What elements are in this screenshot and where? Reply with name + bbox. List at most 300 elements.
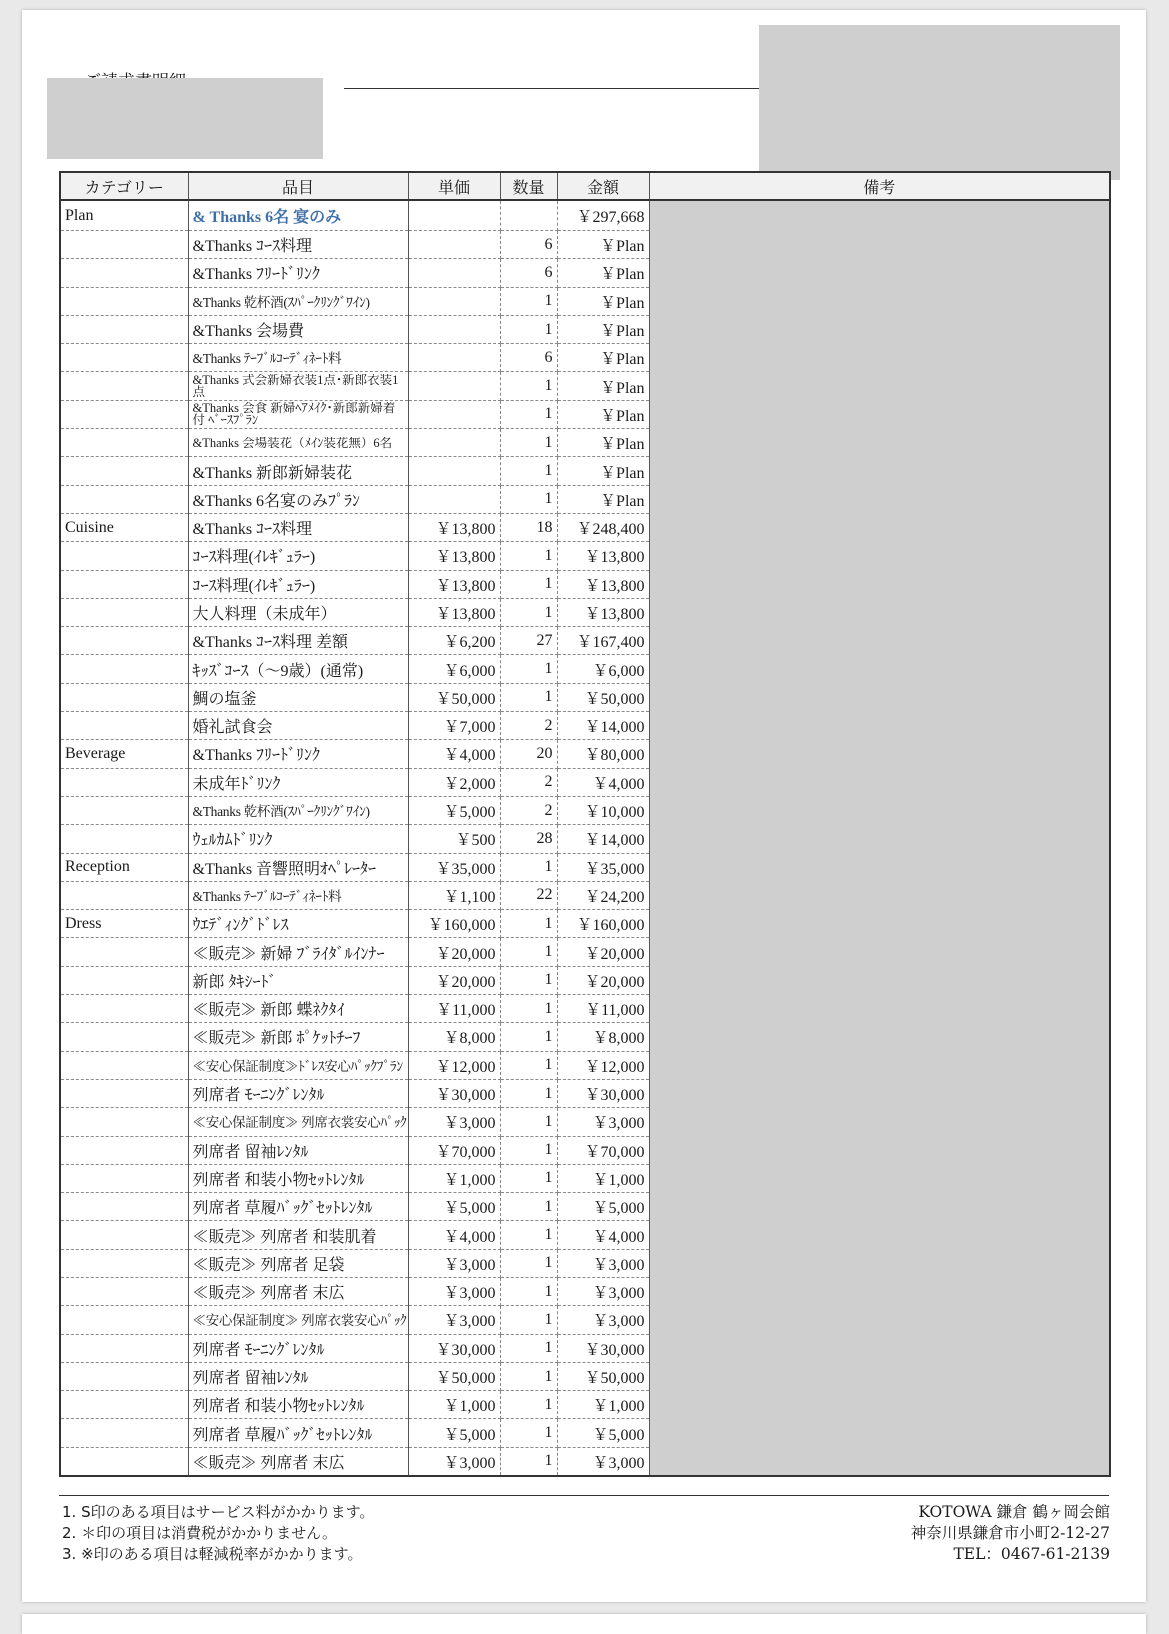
amount-text: ￥30,000 (584, 1341, 645, 1359)
unit-price-cell (408, 1362, 500, 1390)
unit-price-text: ￥13,800 (435, 521, 496, 539)
amount-cell (557, 1108, 649, 1136)
item-cell (188, 938, 408, 966)
amount-text: ￥35,000 (584, 860, 645, 878)
item-text: ≪販売≫ 新郎 ﾎﾟｹｯﾄﾁｰﾌ (192, 1030, 361, 1048)
unit-price-cell (408, 1419, 500, 1447)
quantity-text: 1 (544, 1254, 553, 1272)
quantity-cell (500, 287, 557, 315)
item-text: ≪安心保証制度≫ 列席衣裳安心ﾊﾟｯｸ (192, 1313, 407, 1329)
item-cell (188, 712, 408, 740)
amount-cell (557, 1419, 649, 1447)
next-page-edge (22, 1614, 1146, 1634)
amount-cell (557, 1221, 649, 1249)
amount-cell (557, 1079, 649, 1107)
amount-cell (557, 513, 649, 541)
unit-price-cell (408, 1108, 500, 1136)
item-text: ≪販売≫ 列席者 末広 (192, 1454, 345, 1472)
quantity-cell (500, 598, 557, 626)
unit-price-text: ￥2,000 (443, 775, 496, 793)
quantity-cell (500, 1249, 557, 1277)
quantity-cell (500, 1419, 557, 1447)
unit-price-cell (408, 1079, 500, 1107)
unit-price-text: ￥13,800 (435, 577, 496, 595)
category-cell (60, 1277, 188, 1305)
category-cell (60, 287, 188, 315)
item-cell (188, 513, 408, 541)
item-cell (188, 768, 408, 796)
amount-text: ￥20,000 (584, 945, 645, 963)
item-cell (188, 570, 408, 598)
amount-cell (557, 200, 649, 231)
quantity-cell (500, 938, 557, 966)
category-cell (60, 598, 188, 626)
footnotes (62, 1502, 374, 1565)
item-text: 列席者 ﾓｰﾆﾝｸﾞﾚﾝﾀﾙ (192, 1341, 325, 1359)
quantity-cell (500, 200, 557, 231)
quantity-text: 1 (544, 1056, 553, 1074)
amount-cell (557, 344, 649, 372)
company-address: 神奈川県鎌倉市小町2-12-27 (910, 1524, 1110, 1542)
unit-price-text: ￥160,000 (427, 917, 496, 935)
unit-price-cell (408, 344, 500, 372)
quantity-text: 1 (544, 490, 553, 508)
amount-cell (557, 966, 649, 994)
unit-price-cell (408, 570, 500, 598)
category-cell (60, 344, 188, 372)
category-cell (60, 372, 188, 400)
quantity-cell (500, 768, 557, 796)
quantity-text: 1 (544, 1282, 553, 1300)
item-cell (188, 259, 408, 287)
category-cell (60, 768, 188, 796)
unit-price-cell (408, 400, 500, 428)
unit-price-cell (408, 1334, 500, 1362)
unit-price-cell (408, 1136, 500, 1164)
item-text: 列席者 和装小物ｾｯﾄﾚﾝﾀﾙ (192, 1171, 365, 1189)
header-remarks: 備考 (649, 172, 1110, 200)
quantity-cell (500, 542, 557, 570)
quantity-text: 1 (544, 858, 553, 876)
quantity-text: 1 (544, 1169, 553, 1187)
quantity-text: 1 (544, 1339, 553, 1357)
quantity-cell (500, 315, 557, 343)
item-text: ≪販売≫ 列席者 足袋 (192, 1256, 345, 1274)
amount-text: ￥3,000 (592, 1256, 645, 1274)
unit-price-cell (408, 1277, 500, 1305)
amount-text: ￥4,000 (592, 775, 645, 793)
quantity-text: 1 (544, 660, 553, 678)
item-cell (188, 400, 408, 428)
category-cell (60, 655, 188, 683)
amount-cell (557, 1306, 649, 1334)
amount-cell (557, 1277, 649, 1305)
unit-price-cell (408, 200, 500, 231)
unit-price-cell (408, 315, 500, 343)
quantity-cell (500, 881, 557, 909)
category-cell (60, 231, 188, 259)
quantity-cell (500, 372, 557, 400)
category-cell (60, 1334, 188, 1362)
item-cell (188, 1193, 408, 1221)
unit-price-text: ￥3,000 (443, 1313, 496, 1331)
quantity-cell (500, 853, 557, 881)
item-cell (188, 1051, 408, 1079)
unit-price-text: ￥50,000 (435, 690, 496, 708)
amount-cell (557, 1164, 649, 1192)
unit-price-cell (408, 910, 500, 938)
category-cell (60, 429, 188, 457)
unit-price-text: ￥50,000 (435, 1370, 496, 1388)
quantity-cell (500, 796, 557, 824)
category-text: Reception (65, 858, 130, 876)
item-cell (188, 1164, 408, 1192)
quantity-cell (500, 966, 557, 994)
unit-price-cell (408, 429, 500, 457)
category-cell (60, 796, 188, 824)
amount-cell (557, 231, 649, 259)
item-text: ｳｴﾃﾞｨﾝｸﾞﾄﾞﾚｽ (192, 917, 289, 935)
item-cell (188, 1023, 408, 1051)
unit-price-cell (408, 513, 500, 541)
header-item: 品目 (188, 172, 408, 200)
unit-price-cell (408, 1164, 500, 1192)
quantity-cell (500, 1108, 557, 1136)
quantity-text: 1 (544, 405, 553, 423)
amount-cell (557, 768, 649, 796)
amount-cell (557, 1391, 649, 1419)
item-text: 列席者 草履ﾊﾞｯｸﾞｾｯﾄﾚﾝﾀﾙ (192, 1426, 373, 1444)
unit-price-cell (408, 598, 500, 626)
amount-cell (557, 429, 649, 457)
unit-price-text: ￥3,000 (443, 1256, 496, 1274)
unit-price-text: ￥35,000 (435, 860, 496, 878)
amount-text: ￥14,000 (584, 719, 645, 737)
item-text: &Thanks ﾃｰﾌﾞﾙｺｰﾃﾞｨﾈｰﾄ料 (192, 351, 342, 367)
quantity-text: 6 (544, 263, 553, 281)
amount-cell (557, 881, 649, 909)
unit-price-cell (408, 1447, 500, 1476)
unit-price-cell (408, 712, 500, 740)
quantity-text: 18 (536, 518, 553, 536)
quantity-text: 1 (544, 1027, 553, 1045)
category-cell (60, 1249, 188, 1277)
amount-cell (557, 995, 649, 1023)
category-cell (60, 825, 188, 853)
item-cell (188, 881, 408, 909)
company-info (911, 1502, 1110, 1565)
unit-price-cell (408, 966, 500, 994)
quantity-cell (500, 429, 557, 457)
item-cell (188, 598, 408, 626)
unit-price-text: ￥4,000 (443, 1228, 496, 1246)
item-text: 未成年ﾄﾞﾘﾝｸ (192, 775, 281, 793)
category-cell (60, 1108, 188, 1136)
header-amount: 金額 (557, 172, 649, 200)
quantity-text: 1 (544, 1197, 553, 1215)
quantity-text: 1 (544, 1424, 553, 1442)
quantity-cell (500, 1277, 557, 1305)
item-cell (188, 200, 408, 231)
item-text: ≪販売≫ 列席者 末広 (192, 1285, 345, 1303)
amount-text: ￥5,000 (592, 1200, 645, 1218)
category-cell (60, 513, 188, 541)
quantity-text: 1 (544, 943, 553, 961)
amount-text: ￥11,000 (585, 1002, 645, 1020)
amount-text: ￥Plan (600, 464, 645, 482)
quantity-text: 1 (544, 462, 553, 480)
unit-price-text: ￥5,000 (443, 1426, 496, 1444)
amount-text: ￥Plan (600, 492, 645, 510)
item-text: 列席者 草履ﾊﾞｯｸﾞｾｯﾄﾚﾝﾀﾙ (192, 1200, 373, 1218)
item-cell (188, 372, 408, 400)
unit-price-text: ￥12,000 (435, 1058, 496, 1076)
item-text: ≪販売≫ 新郎 蝶ﾈｸﾀｲ (192, 1002, 345, 1020)
item-cell (188, 1249, 408, 1277)
category-text: Cuisine (65, 518, 114, 536)
footnote-1: 1. S印のある項目はサービス料がかかります。 (62, 1503, 375, 1521)
amount-text: ￥80,000 (584, 747, 645, 765)
table-row (60, 200, 1110, 231)
category-cell (60, 1306, 188, 1334)
unit-price-cell (408, 1221, 500, 1249)
quantity-cell (500, 683, 557, 711)
amount-text: ￥297,668 (576, 209, 645, 226)
item-text: &Thanks ﾌﾘｰﾄﾞﾘﾝｸ (192, 266, 321, 284)
amount-text: ￥14,000 (584, 832, 645, 850)
item-text: & Thanks 6名 宴のみ (192, 209, 342, 226)
unit-price-cell (408, 655, 500, 683)
footer-divider (59, 1495, 1109, 1496)
category-cell (60, 400, 188, 428)
item-cell (188, 1362, 408, 1390)
unit-price-cell (408, 485, 500, 513)
unit-price-cell (408, 372, 500, 400)
quantity-text: 20 (536, 744, 553, 762)
amount-text: ￥3,000 (592, 1285, 645, 1303)
category-cell (60, 966, 188, 994)
item-text: &Thanks 会場費 (192, 323, 305, 341)
item-cell (188, 825, 408, 853)
item-cell (188, 287, 408, 315)
amount-cell (557, 287, 649, 315)
quantity-cell (500, 1164, 557, 1192)
category-cell (60, 881, 188, 909)
item-text: &Thanks ﾃｰﾌﾞﾙｺｰﾃﾞｨﾈｰﾄ料 (192, 888, 342, 904)
item-cell (188, 485, 408, 513)
amount-cell (557, 1023, 649, 1051)
quantity-cell (500, 627, 557, 655)
item-cell (188, 315, 408, 343)
item-text: &Thanks 会食 新婦ﾍｱﾒｲｸ･新郎新婦着付 ﾍﾞｰｽﾌﾟﾗﾝ (192, 402, 396, 427)
amount-cell (557, 598, 649, 626)
quantity-text: 1 (544, 914, 553, 932)
item-text: &Thanks ｺｰｽ料理 差額 (192, 634, 349, 652)
item-cell (188, 231, 408, 259)
quantity-text: 6 (544, 348, 553, 366)
amount-cell (557, 853, 649, 881)
category-cell (60, 627, 188, 655)
amount-cell (557, 910, 649, 938)
unit-price-cell (408, 796, 500, 824)
amount-cell (557, 1249, 649, 1277)
unit-price-text: ￥5,000 (443, 804, 496, 822)
footnote-3: 3. ※印のある項目は軽減税率がかかります。 (62, 1545, 363, 1563)
quantity-text: 1 (544, 1141, 553, 1159)
category-cell (60, 853, 188, 881)
item-cell (188, 1277, 408, 1305)
amount-text: ￥8,000 (592, 1030, 645, 1048)
unit-price-text: ￥11,000 (436, 1002, 496, 1020)
unit-price-cell (408, 457, 500, 485)
unit-price-cell (408, 287, 500, 315)
unit-price-text: ￥5,000 (443, 1200, 496, 1218)
amount-text: ￥Plan (600, 351, 645, 369)
category-cell (60, 1136, 188, 1164)
unit-price-text: ￥3,000 (443, 1454, 496, 1472)
item-text: 新郎 ﾀｷｼｰﾄﾞ (192, 973, 277, 991)
item-cell (188, 627, 408, 655)
item-text: ｺｰｽ料理(ｲﾚｷﾞｭﾗｰ) (192, 549, 316, 567)
amount-cell (557, 457, 649, 485)
invoice-items-table (59, 171, 1111, 1477)
amount-text: ￥24,200 (584, 888, 645, 906)
item-text: &Thanks 式会新婦衣装1点･新郎衣装1点 (192, 374, 399, 399)
amount-text: ￥10,000 (584, 804, 645, 822)
category-cell (60, 1362, 188, 1390)
quantity-cell (500, 513, 557, 541)
item-cell (188, 1419, 408, 1447)
item-text: ≪安心保証制度≫ 列席衣裳安心ﾊﾟｯｸ (192, 1115, 407, 1131)
amount-cell (557, 259, 649, 287)
quantity-cell (500, 1136, 557, 1164)
category-cell (60, 1447, 188, 1476)
quantity-text: 1 (544, 292, 553, 310)
amount-text: ￥Plan (600, 323, 645, 341)
quantity-text: 1 (544, 1367, 553, 1385)
category-cell (60, 938, 188, 966)
item-cell (188, 966, 408, 994)
quantity-text: 2 (544, 716, 553, 734)
unit-price-text: ￥1,100 (443, 888, 496, 906)
item-text: ≪販売≫ 列席者 和装肌着 (192, 1228, 377, 1246)
unit-price-text: ￥13,800 (435, 549, 496, 567)
quantity-text: 1 (544, 1084, 553, 1102)
quantity-text: 1 (544, 1310, 553, 1328)
unit-price-cell (408, 1023, 500, 1051)
unit-price-cell (408, 627, 500, 655)
amount-cell (557, 315, 649, 343)
amount-text: ￥Plan (600, 238, 645, 256)
amount-cell (557, 1051, 649, 1079)
amount-cell (557, 683, 649, 711)
unit-price-cell (408, 995, 500, 1023)
quantity-text: 1 (544, 320, 553, 338)
item-text: ≪安心保証制度≫ﾄﾞﾚｽ安心ﾊﾟｯｸﾌﾟﾗﾝ (192, 1058, 403, 1074)
quantity-cell (500, 1334, 557, 1362)
quantity-cell (500, 1051, 557, 1079)
category-cell (60, 485, 188, 513)
table-body (60, 200, 1110, 1476)
amount-text: ￥50,000 (584, 690, 645, 708)
amount-cell (557, 1447, 649, 1476)
item-text: &Thanks 乾杯酒(ｽﾊﾟｰｸﾘﾝｸﾞﾜｲﾝ) (192, 804, 370, 820)
category-cell (60, 1391, 188, 1419)
unit-price-text: ￥6,000 (443, 662, 496, 680)
item-text: 列席者 留袖ﾚﾝﾀﾙ (192, 1370, 309, 1388)
item-cell (188, 910, 408, 938)
quantity-text: 1 (544, 1112, 553, 1130)
quantity-text: 1 (544, 546, 553, 564)
unit-price-cell (408, 825, 500, 853)
unit-price-cell (408, 1051, 500, 1079)
unit-price-cell (408, 231, 500, 259)
category-cell (60, 570, 188, 598)
unit-price-cell (408, 1391, 500, 1419)
quantity-cell (500, 1079, 557, 1107)
unit-price-text: ￥7,000 (443, 719, 496, 737)
item-text: 婚礼試食会 (192, 719, 273, 737)
category-cell (60, 200, 188, 231)
company-name: KOTOWA 鎌倉 鶴ヶ岡会館 (918, 1503, 1110, 1521)
quantity-cell (500, 485, 557, 513)
item-cell (188, 1391, 408, 1419)
item-text: &Thanks 音響照明ｵﾍﾟﾚｰﾀｰ (192, 860, 377, 878)
item-text: &Thanks 乾杯酒(ｽﾊﾟｰｸﾘﾝｸﾞﾜｲﾝ) (192, 294, 370, 310)
redacted-remarks-column (649, 200, 1110, 1476)
quantity-cell (500, 400, 557, 428)
amount-text: ￥Plan (600, 294, 645, 312)
unit-price-text: ￥13,800 (435, 606, 496, 623)
item-cell (188, 1306, 408, 1334)
unit-price-cell (408, 542, 500, 570)
redacted-recipient-block (47, 78, 323, 159)
quantity-cell (500, 259, 557, 287)
unit-price-text: ￥8,000 (443, 1030, 496, 1048)
item-text: 鯛の塩釜 (192, 690, 257, 708)
title-divider (344, 88, 780, 89)
item-text: &Thanks ｺｰｽ料理 (192, 521, 313, 539)
quantity-text: 6 (544, 235, 553, 253)
item-cell (188, 1221, 408, 1249)
quantity-cell (500, 1447, 557, 1476)
item-text: ｳｪﾙｶﾑﾄﾞﾘﾝｸ (192, 832, 273, 850)
item-text: 列席者 ﾓｰﾆﾝｸﾞﾚﾝﾀﾙ (192, 1087, 325, 1105)
amount-text: ￥50,000 (584, 1370, 645, 1388)
item-text: 大人料理（未成年） (192, 606, 337, 623)
item-cell (188, 429, 408, 457)
quantity-text: 1 (544, 433, 553, 451)
quantity-text: 1 (544, 1452, 553, 1470)
amount-cell (557, 1193, 649, 1221)
unit-price-cell (408, 881, 500, 909)
category-cell (60, 1193, 188, 1221)
unit-price-cell (408, 1306, 500, 1334)
quantity-cell (500, 457, 557, 485)
category-cell (60, 712, 188, 740)
amount-text: ￥1,000 (592, 1171, 645, 1189)
amount-text: ￥1,000 (592, 1398, 645, 1416)
amount-text: ￥3,000 (592, 1313, 645, 1331)
item-cell (188, 457, 408, 485)
amount-cell (557, 372, 649, 400)
item-cell (188, 1108, 408, 1136)
quantity-cell (500, 1306, 557, 1334)
quantity-text: 1 (544, 575, 553, 593)
item-text: ≪販売≫ 新婦 ﾌﾞﾗｲﾀﾞﾙｲﾝﾅｰ (192, 945, 385, 963)
quantity-text: 1 (544, 971, 553, 989)
item-text: &Thanks 6名宴のみﾌﾟﾗﾝ (192, 492, 361, 510)
